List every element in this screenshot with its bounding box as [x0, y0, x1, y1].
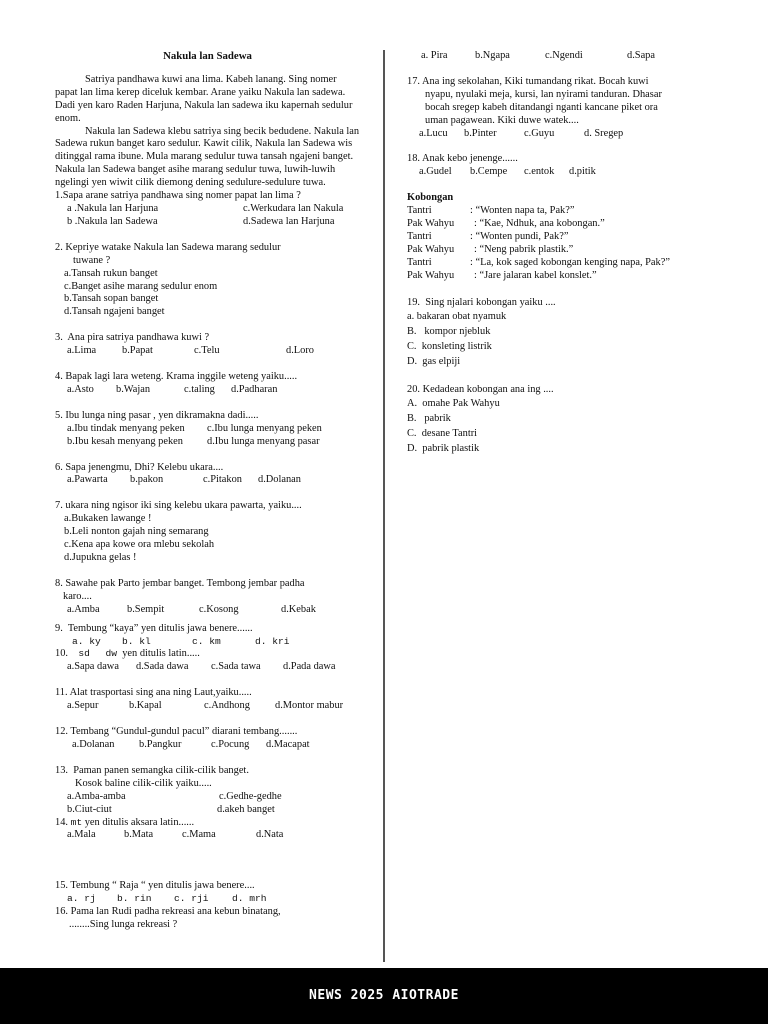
option-a[interactable]: a.Ibu tindak menyang peken: [67, 422, 185, 434]
options: [55, 739, 360, 752]
option-c[interactable]: C. konsleting listrik: [407, 340, 492, 352]
question-2: [55, 242, 360, 319]
option-a[interactable]: a.Lucu: [419, 127, 448, 139]
dialog-line: [407, 270, 712, 283]
question-text: Ibu lunga ning pasar , yen dikramakna dadi.....: [65, 409, 259, 421]
option-c[interactable]: c.entok: [524, 166, 555, 178]
options: [407, 166, 712, 179]
option-d[interactable]: d. Sregep: [584, 127, 624, 139]
option-b[interactable]: b.Leli nonton gajah ning semarang: [64, 526, 209, 538]
option-c[interactable]: C. desane Tantri: [407, 427, 478, 439]
question-15: [55, 880, 360, 906]
option-d[interactable]: d.Padharan: [231, 383, 278, 395]
question-text: Pama lan Rudi padha rekreasi ana kebun binatang,: [70, 906, 281, 918]
question-text-cont: Kosok baline cilik-cilik yaiku.....: [75, 777, 212, 789]
option-d[interactable]: d.Tansah ngajeni banget: [64, 306, 165, 318]
options: [55, 791, 360, 804]
dialog-heading: Kobongan: [407, 192, 454, 204]
option-c[interactable]: c.Sada tawa: [211, 661, 261, 673]
question-text: Tembung “kaya” yen ditulis jawa benere......: [67, 622, 253, 634]
speaker: Pak Wahyu: [407, 218, 455, 230]
question-number: 13.: [55, 764, 68, 776]
options: [55, 893, 360, 906]
question-text-cont: ........Sing lunga rekreasi ?: [69, 919, 178, 931]
option-b[interactable]: b. kl: [122, 635, 151, 647]
question-text: Bapak lagi lara weteng. Krama inggile weteng yaiku.....: [65, 371, 298, 383]
option-c[interactable]: c.Andhong: [204, 700, 250, 712]
dialog-section: [407, 192, 712, 282]
question-1: [55, 190, 360, 229]
option-b[interactable]: b.Ciut-ciut: [67, 803, 112, 815]
option-c[interactable]: c.Gedhe-gedhe: [219, 790, 282, 802]
option-d[interactable]: D. gas elpiji: [407, 355, 461, 367]
question-text: Paman panen semangka cilik-cilik banget.: [73, 764, 249, 776]
question-17: [407, 76, 712, 141]
option-c[interactable]: c.Banget asihe marang sedulur enom: [64, 280, 218, 292]
question-number: 11.: [55, 687, 68, 699]
document-title: Nakula lan Sadewa: [163, 50, 252, 62]
options: [55, 804, 360, 817]
dialog-line: [407, 257, 712, 270]
question-number: 16.: [55, 906, 68, 918]
question-text: Sing njalari kobongan yaiku ....: [425, 296, 556, 308]
javanese-script-sd: sd: [78, 648, 90, 660]
question-5: [55, 410, 360, 449]
option-c[interactable]: c.Ibu lunga menyang peken: [207, 422, 322, 434]
question-12: [55, 726, 360, 752]
question-number: 18.: [407, 153, 420, 165]
question-text: Kepriye watake Nakula lan Sadewa marang sedulur: [65, 241, 281, 253]
question-text-cont: uman pagawean. Kiki duwe watek....: [425, 114, 579, 126]
options: [55, 384, 360, 397]
option-b[interactable]: b.Ngapa: [475, 50, 510, 61]
question-text: Alat trasportasi sing ana ning Laut,yaiku.....: [69, 687, 252, 699]
question-6: [55, 462, 360, 488]
question-number: 9.: [55, 622, 63, 634]
question-text: Anak kebo jenenge......: [422, 153, 518, 165]
dialog-line: [407, 218, 712, 231]
utterance: : “La, kok saged kobongan kenging napa, Pak?”: [470, 256, 670, 268]
question-number: 6.: [55, 461, 63, 473]
option-c[interactable]: c.Kosong: [199, 603, 239, 615]
question-number: 2.: [55, 241, 63, 253]
option-a[interactable]: a.Amba-amba: [67, 790, 126, 802]
javanese-script-dw: dw: [105, 648, 118, 660]
question-text: ukara ning ngisor iki sing kelebu ukara pawarta, yaiku....: [65, 500, 302, 512]
option-a[interactable]: a. ky: [72, 635, 101, 647]
option-b[interactable]: b.Pangkur: [139, 738, 182, 750]
utterance: : “Jare jalaran kabel konslet.”: [474, 269, 597, 281]
option-a[interactable]: a.Sapa dawa: [67, 661, 119, 673]
option-d[interactable]: d.akeh banget: [217, 803, 275, 815]
question-text-cont: karo....: [63, 590, 92, 602]
speaker: Tantri: [407, 256, 432, 268]
option-b[interactable]: b.pakon: [130, 474, 164, 486]
utterance: : “Wonten napa ta, Pak?”: [470, 205, 575, 217]
option-c[interactable]: c.Kena apa kowe ora mlebu sekolah: [64, 539, 215, 551]
dialog-line: [407, 244, 712, 257]
option-c[interactable]: c. km: [192, 635, 221, 647]
option-a[interactable]: a.Asto: [67, 383, 94, 395]
question-number: 14.: [55, 816, 68, 828]
option-c[interactable]: c.Pitakon: [203, 474, 242, 486]
option-c[interactable]: c.Pocung: [211, 738, 250, 750]
left-column: [55, 50, 360, 932]
options: [55, 661, 360, 674]
utterance: : “Kae, Ndhuk, ana kobongan.”: [474, 218, 605, 230]
option-a[interactable]: a.Pawarta: [67, 474, 108, 486]
option-b[interactable]: B. kompor njebluk: [407, 326, 491, 338]
question-number: 1.: [55, 190, 63, 202]
question-text: Kedadean kobongan ana ing ....: [422, 383, 554, 395]
question-13: [55, 765, 360, 817]
option-c[interactable]: c.Ngendi: [545, 50, 583, 61]
question-3: [55, 332, 360, 358]
question-number: 15.: [55, 880, 68, 892]
option-c[interactable]: c.Mama: [182, 829, 216, 841]
option-c[interactable]: c.Guyu: [524, 127, 555, 139]
speaker: Tantri: [407, 205, 432, 217]
option-b[interactable]: b.Wajan: [116, 383, 151, 395]
question-8: [55, 578, 360, 617]
option-a[interactable]: a.Dolanan: [72, 738, 115, 750]
option-b[interactable]: B. pabrik: [407, 413, 451, 425]
option-a[interactable]: a.Mala: [67, 829, 96, 841]
question-text: yen ditulis latin.....: [122, 648, 200, 660]
options: [55, 423, 360, 436]
dialog-line: [407, 205, 712, 218]
options: [407, 128, 712, 141]
question-11: [55, 687, 360, 713]
question-16: [55, 906, 360, 932]
utterance: : “Wonten pundi, Pak?”: [470, 230, 569, 242]
option-a[interactable]: a.Lima: [67, 345, 97, 357]
dialog-line: [407, 231, 712, 244]
option-c[interactable]: c.Telu: [194, 345, 220, 357]
option-a[interactable]: a. Pira: [421, 50, 448, 61]
right-column: [407, 50, 712, 457]
column-divider: [383, 50, 385, 962]
options: [55, 636, 360, 649]
footer-banner: [0, 968, 768, 1024]
option-d[interactable]: d.Loro: [286, 345, 314, 357]
question-number: 8.: [55, 577, 63, 589]
option-c[interactable]: c.taling: [184, 383, 215, 395]
option-b[interactable]: b.Tansah sopan banget: [64, 293, 159, 305]
question-number: 3.: [55, 332, 63, 344]
option-a[interactable]: a.Gudel: [419, 166, 452, 178]
option-d[interactable]: d.pitik: [569, 166, 596, 178]
option-a[interactable]: a.Sepur: [67, 700, 99, 712]
javanese-script-mt: mt: [70, 816, 83, 828]
option-d[interactable]: d.Sapa: [627, 50, 655, 61]
option-b[interactable]: b.Mata: [124, 829, 154, 841]
options: [55, 604, 360, 617]
options: [55, 474, 360, 487]
option-d[interactable]: d.Nata: [256, 829, 284, 841]
question-text: Tembung “ Raja “ yen ditulis jawa benere....: [70, 880, 255, 892]
speaker: Tantri: [407, 230, 432, 242]
option-c[interactable]: c. rji: [174, 893, 209, 905]
option-d2[interactable]: d.Pada dawa: [283, 661, 336, 673]
option-a[interactable]: a .Nakula lan Harjuna: [67, 202, 159, 214]
option-d[interactable]: d.Dolanan: [258, 474, 301, 486]
question-text: Sapa arane satriya pandhawa sing nomer papat lan lima ?: [62, 190, 301, 202]
story-paragraph-1: Satriya pandhawa kuwi ana lima. Kabeh lanang. Sing nomer papat lan lima kerep diceluk kembar. Arane yaiku Nakula lan sadewa. Dadi yen karo Raden Harjuna, Nakula lan sadewa iku kapernah sedulur enom.: [55, 73, 353, 124]
question-text: Ana pira satriya pandhawa kuwi ?: [67, 332, 210, 344]
option-b[interactable]: b.Papat: [122, 345, 153, 357]
question-number: 7.: [55, 500, 63, 512]
option-b[interactable]: b. rin: [117, 893, 152, 905]
speaker: Pak Wahyu: [407, 269, 455, 281]
option-b[interactable]: b.Ibu kesah menyang peken: [67, 435, 183, 447]
question-number: 5.: [55, 409, 63, 421]
option-d[interactable]: d.Sadewa lan Harjuna: [243, 215, 335, 227]
utterance: : “Neng pabrik plastik.”: [474, 243, 574, 255]
options: [55, 216, 360, 229]
question-number: 20.: [407, 383, 420, 395]
question-18: [407, 153, 712, 179]
question-number: 10.: [55, 648, 68, 660]
option-b[interactable]: b.Cempe: [470, 166, 508, 178]
options: [55, 829, 360, 842]
question-text: Sapa jenengmu, Dhi? Kelebu ukara....: [65, 461, 224, 473]
question-10: [55, 648, 360, 674]
question-text: Ana ing sekolahan, Kiki tumandang rikat. Bocah kuwi: [422, 75, 649, 87]
option-d[interactable]: d. mrh: [232, 893, 267, 905]
question-16-options: [407, 50, 712, 63]
option-d[interactable]: d.Montor mabur: [275, 700, 344, 712]
options: [55, 345, 360, 358]
option-b[interactable]: b.Kapal: [129, 700, 162, 712]
question-text-cont: tuwane ?: [73, 254, 111, 266]
speaker: Pak Wahyu: [407, 243, 455, 255]
question-number: 17.: [407, 75, 420, 87]
question-14: [55, 817, 360, 843]
option-b[interactable]: b.Pinter: [464, 127, 497, 139]
question-19: [407, 296, 712, 370]
question-text: Sawahe pak Parto jembar banget. Tembong jembar padha: [65, 577, 305, 589]
option-d[interactable]: D. pabrik plastik: [407, 442, 480, 454]
option-d[interactable]: d.Jupukna gelas !: [64, 552, 137, 563]
option-b[interactable]: b .Nakula lan Sadewa: [67, 215, 158, 227]
question-20: [407, 383, 712, 457]
option-a[interactable]: a.Amba: [67, 603, 100, 615]
option-a[interactable]: a. rj: [67, 893, 96, 905]
option-d[interactable]: d.Macapat: [266, 738, 310, 750]
option-d[interactable]: d.Sada dawa: [136, 661, 189, 673]
question-4: [55, 371, 360, 397]
option-c[interactable]: c.Werkudara lan Nakula: [243, 202, 344, 214]
story-paragraph-2: Nakula lan Sadewa klebu satriya sing becik bedudene. Nakula lan Sadewa rukun banget karo sedulur. Kawit cilik, Nakula lan Sadewa wis ditinggal rama ibune. Mula marang sedulur tuwa tansah ngajeni banget. Nakula lan Sadewa banget asihe marang sedulur tuwa, luwih-luwih ngelingi yen wiwit cilik diemong dening sedulure-sedulure tuwa.: [55, 125, 360, 189]
question-9: [55, 623, 360, 649]
question-text-cont: bocah sregep kabeh ditandangi nganti kancane piket ora: [425, 101, 658, 113]
question-number: 12.: [55, 726, 68, 738]
option-a[interactable]: a. bakaran obat nyamuk: [407, 311, 507, 323]
question-text: Tembang “Gundul-gundul pacul” diarani tembang.......: [70, 726, 298, 738]
question-number: 19.: [407, 296, 420, 308]
question-7: [55, 500, 360, 565]
option-d[interactable]: d. kri: [255, 635, 290, 647]
options: [55, 700, 360, 713]
option-a[interactable]: a.Tansah rukun banget: [64, 267, 158, 279]
banner-text: NEWS 2025 AIOTRADE: [309, 987, 459, 1003]
question-text: yen ditulis aksara latin......: [84, 816, 195, 828]
question-number: 4.: [55, 371, 63, 383]
option-a[interactable]: a.Bukaken lawange !: [64, 513, 152, 525]
options: [55, 203, 360, 216]
option-a[interactable]: A. omahe Pak Wahyu: [407, 398, 500, 410]
option-b[interactable]: b.Sempit: [127, 603, 165, 615]
option-d[interactable]: d.Ibu lunga menyang pasar: [207, 435, 320, 447]
option-d[interactable]: d.Kebak: [281, 603, 316, 615]
question-text-cont: nyapu, nyulaki meja, kursi, lan nyirami tanduran. Dhasar: [425, 88, 662, 100]
options: [55, 436, 360, 449]
